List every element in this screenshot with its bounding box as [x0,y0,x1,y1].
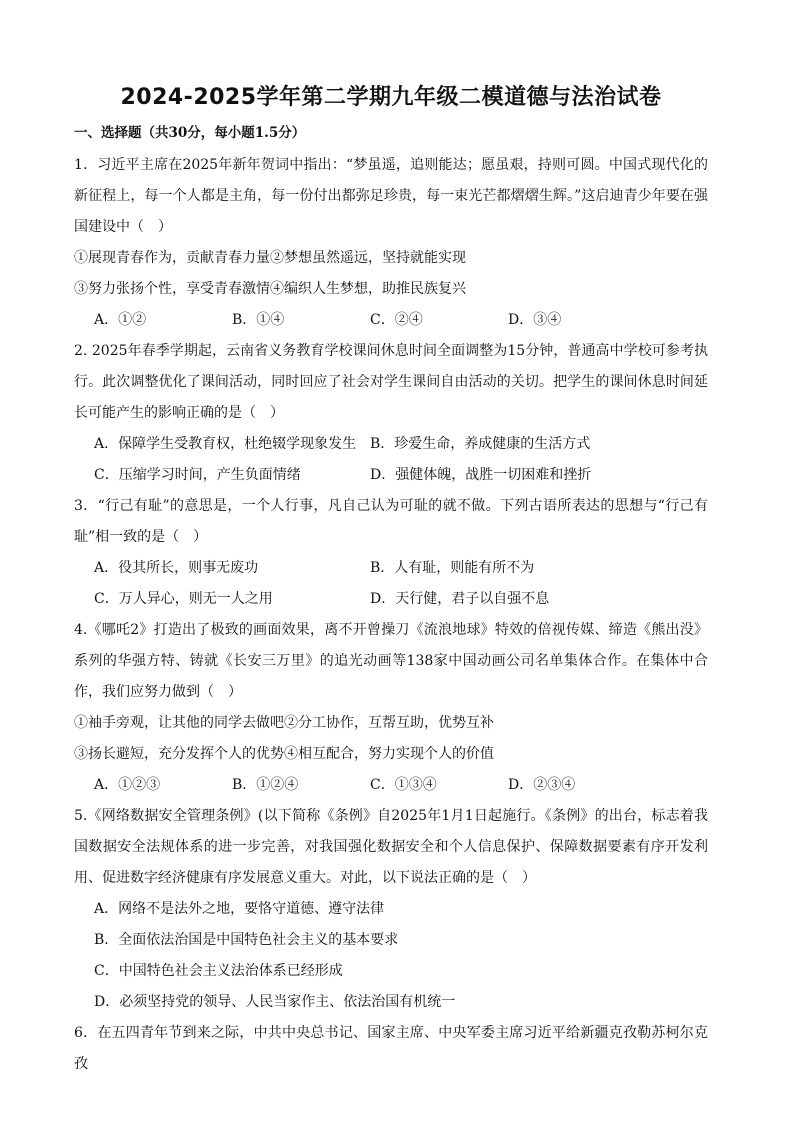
option-b[interactable]: B．珍爱生命，养成健康的生活方式 [370,436,591,452]
exam-title: 2024-2025学年第二学期九年级二模道德与法治试卷 [120,85,662,110]
question-1 [74,150,708,336]
option-d[interactable]: D．必须坚持党的领导、人民当家作主、依法治国有机统一 [94,994,456,1010]
options-row [74,305,708,336]
option-b[interactable]: B．①④ [232,312,285,328]
option-a[interactable]: A．保障学生受教育权，杜绝辍学现象发生 [94,436,357,452]
option-c[interactable]: C．②④ [370,312,423,328]
question-stem: 2. 2025年春季学期起，云南省义务教育学校课间休息时间全面调整为15分钟，普通高中学校可参考执行。此次调整优化了课间活动，同时回应了社会对学生课间自由活动的关切。把学生的课间休息时间延长可能产生的影响正确的是（ ） [74,343,708,421]
options-row [74,460,708,491]
option-c[interactable]: C．中国特色社会主义法治体系已经形成 [94,963,343,979]
option-a[interactable]: A．网络不是法外之地，要恪守道德、遵守法律 [94,901,385,917]
question-stem: 6．在五四青年节到来之际，中共中央总书记、国家主席、中央军委主席习近平给新疆克孜勒苏柯尔克孜 [74,1025,708,1072]
question-3 [74,491,708,615]
option-d[interactable]: D．天行健，君子以自强不息 [370,591,550,607]
options-row [74,584,708,615]
option-b[interactable]: B．全面依法治国是中国特色社会主义的基本要求 [94,932,399,948]
options-row [74,429,708,460]
question-6 [74,1018,708,1080]
question-4 [74,615,708,801]
statement: ①袖手旁观，让其他的同学去做吧②分工协作，互帮互助，优势互补 [74,715,494,731]
option-c[interactable]: C．①③④ [370,777,437,793]
option-a[interactable]: A．役其所长，则事无废功 [94,560,259,576]
question-2 [74,336,708,491]
option-b[interactable]: B．人有耻，则能有所不为 [370,560,535,576]
option-d[interactable]: D．②③④ [508,777,576,793]
statement: ③扬长避短，充分发挥个人的优势④相互配合，努力实现个人的价值 [74,746,494,762]
options-row [74,553,708,584]
statement: ①展现青春作为，贡献青春力量②梦想虽然遥远，坚持就能实现 [74,250,466,266]
question-stem: 4.《哪吒2》打造出了极致的画面效果，离不开曾操刀《流浪地球》特效的倍视传媒、缔造《熊出没》系列的华强方特、铸就《长安三万里》的追光动画等138家中国动画公司名单集体合作。在集体中合作，我们应努力做到（ ） [74,622,708,700]
option-a[interactable]: A．①② [94,312,147,328]
question-5 [74,801,708,1018]
option-c[interactable]: C．万人异心，则无一人之用 [94,591,273,607]
question-stem: 5.《网络数据安全管理条例》(以下简称《条例》自2025年1月1日起施行。《条例》的出台，标志着我国数据安全法规体系的进一步完善，对我国强化数据安全和个人信息保护、保障数据要素有序开发利用、促进数字经济健康有序发展意义重大。对此，以下说法正确的是（ ） [74,808,708,886]
option-d[interactable]: D．③④ [508,312,562,328]
statement: ③努力张扬个性，享受青春激情④编织人生梦想，助推民族复兴 [74,281,466,297]
option-d[interactable]: D．强健体魄，战胜一切困难和挫折 [370,467,592,483]
question-stem: 3．“行己有耻”的意思是，一个人行事，凡自己认为可耻的就不做。下列古语所表达的思想与“行己有耻”相一致的是（ ） [74,498,708,545]
question-stem: 1．习近平主席在2025年新年贺词中指出：“梦虽遥，追则能达；愿虽艰，持则可圆。中国式现代化的新征程上，每一个人都是主角，每一份付出都弥足珍贵，每一束光芒都熠熠生辉。”这启迪青少年要在强国建设中（ ） [74,157,708,235]
option-a[interactable]: A．①②③ [94,777,161,793]
options-list [74,894,708,1018]
options-row [74,770,708,801]
option-c[interactable]: C．压缩学习时间，产生负面情绪 [94,467,301,483]
section-heading: 一、选择题（共30分，每小题1.5分） [74,125,306,141]
option-b[interactable]: B．①②④ [232,777,299,793]
